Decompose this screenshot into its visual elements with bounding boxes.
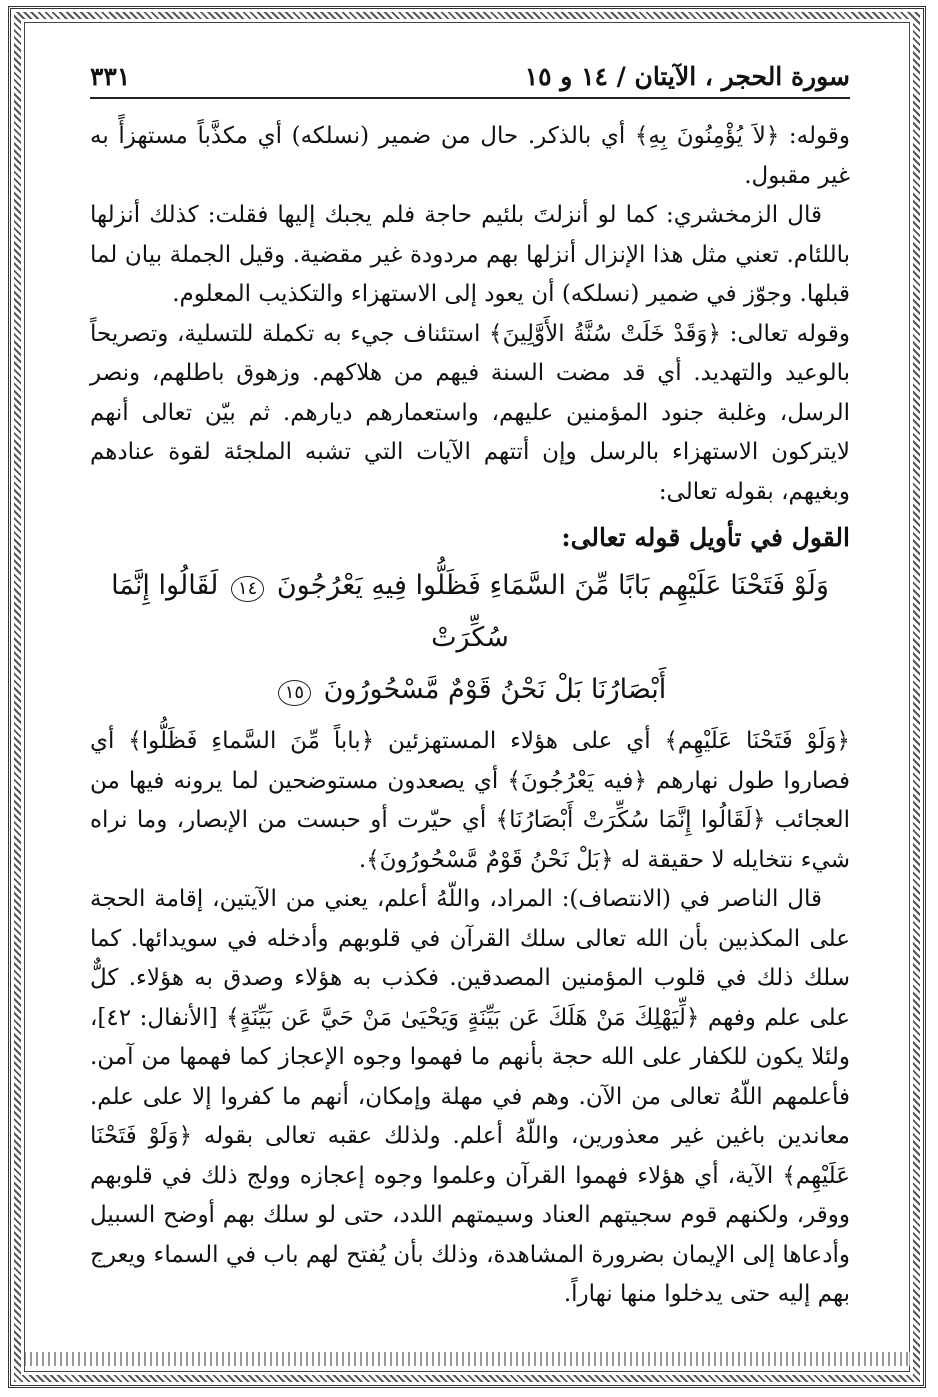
paragraph-3: وقوله تعالى: ﴿وَقَدْ خَلَتْ سُنَّةُ الأَوَّلِينَ﴾ استئناف جيء به تكملة للتسلية، وتصريحاً بالوعيد والتهديد. أي قد مضت السنة فيهم من هلاكهم. وزهوق باطلهم، ونصر الرسل، وغلبة جنود المؤمنين عليهم، واستعمارهم ديارهم. ثم بيّن تعالى أنهم لايتركون الاستهزاء بالرسل وإن أتتهم الآيات التي تشبه الملجئة لقوة عنادهم وبغيهم، بقوله تعالى: (90, 320, 850, 505)
paragraph-2: قال الزمخشري: كما لو أنزلتَ بلئيم حاجة فلم يجبك إليها فقلت: كذلك أنزلها باللئام. تعني مثل هذا الإنزال أنزلها بهم مردودة غير مقضية. وقيل الجملة بيان لما قبلها. وجوّز في ضمير (نسلكه) أن يعود إلى الاستهزاء والتكذيب المعلوم. (90, 202, 850, 307)
page-content (90, 62, 850, 1315)
quran-verse-block (90, 560, 850, 716)
page-number: ٣٣١ (90, 62, 131, 91)
running-header (90, 62, 850, 99)
bottom-chain-border (24, 1352, 910, 1366)
verse-line-1 (90, 560, 850, 664)
section-heading: القول في تأويل قوله تعالى: (561, 523, 850, 552)
ayah-number-marker: ١٤ (231, 576, 264, 602)
verse-line-2 (90, 664, 850, 716)
paragraph-4: ﴿وَلَوْ فَتَحْنَا عَلَيْهِم﴾ أي على هؤلاء المستهزئين ﴿باباً مِّنَ السَّماءِ فَظَلُّوا﴾ أي فصاروا طول نهارهم ﴿فيه يَعْرُجُونَ﴾ أي يصعدون مستوضحين لما يرونه فيها من العجائب ﴿لَقَالُوا إِنَّمَا سُكِّرَتْ أَبْصَارُنَا﴾ أي حيّرت أو حبست من الإبصار، وما نراه شيء نتخايله لا حقيقة له ﴿بَلْ نَحْنُ قَوْمٌ مَّسْحُورُونَ﴾. (90, 728, 850, 873)
verse-text-1b: لَقَالُوا إِنَّمَا سُكِّرَتْ (111, 570, 509, 653)
verse-text-1: وَلَوْ فَتَحْنَا عَلَيْهِم بَابًا مِّنَ السَّمَاءِ فَظَلُّوا فِيهِ يَعْرُجُونَ (276, 570, 829, 601)
header-title: سورة الحجر ، الآيتان / ١٤ و ١٥ (524, 62, 850, 91)
paragraph-5: قال الناصر في (الانتصاف): المراد، واللّهُ أعلم، يعني من الآيتين، إقامة الحجة على المكذبين بأن الله تعالى سلك القرآن في قلوبهم وأدخله في سويدائها. كما سلك ذلك في قلوب المؤمنين المصدقين. فكذب به هؤلاء وصدق به هؤلاء. كلٌّ على علم وفهم ﴿لِّيَهْلِكَ مَنْ هَلَكَ عَن بَيِّنَةٍ وَيَحْيَىٰ مَنْ حَيَّ عَن بَيِّنَةٍ﴾ [الأنفال: ٤٢]، ولئلا يكون للكفار على الله حجة بأنهم ما فهموا وجوه الإعجاز كما فهمها من آمن. فأعلمهم اللّهُ تعالى من الآن. وهم في مهلة وإمكان، أنهم ما كفروا إلا على علم. معاندين باغين غير معذورين، واللّهُ أعلم. ولذلك عقبه تعالى بقوله ﴿وَلَوْ فَتَحْنَا عَلَيْهِم﴾ الآية، أي هؤلاء فهموا القرآن وعلموا وجوه إعجازه وولج ذلك في قلوبهم ووقر، ولكنهم قوم سجيتهم العناد وسيمتهم اللدد، حتى لو سلك بهم أوضح السبيل وأدعاها إلى الإيمان بضرورة المشاهدة، وذلك بأن يُفتح لهم باب في السماء ويعرج بهم إليه حتى يدخلوا منها نهاراً. (90, 886, 850, 1307)
paragraph-1: وقوله: ﴿لاَ يُؤْمِنُونَ بِهِ﴾ أي بالذكر. حال من ضمير (نسلكه) أي مكذَّباً مستهزأً به غير مقبول. (90, 123, 850, 189)
verse-text-2: أَبْصَارُنَا بَلْ نَحْنُ قَوْمٌ مَّسْحُورُونَ (323, 674, 667, 705)
ayah-number-marker: ١٥ (278, 680, 311, 706)
